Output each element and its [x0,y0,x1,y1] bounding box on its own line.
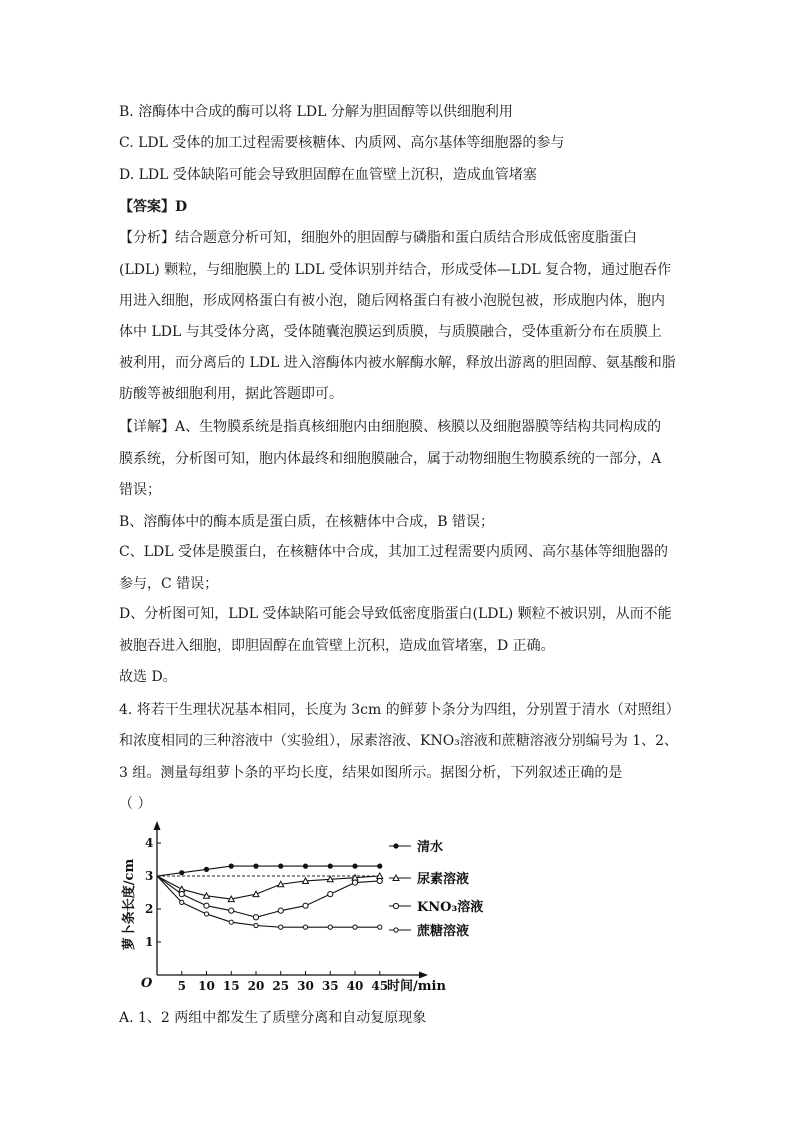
text-line: 【分析】结合题意分析可知，细胞外的胆固醇与磷脂和蛋白质结合形成低密度脂蛋白 [119,230,637,246]
data-point [254,923,258,927]
x-tick-label: 15 [222,979,240,993]
y-tick-label: 1 [145,935,154,949]
data-point [204,903,209,908]
text-line: B、溶酶体中的酶本质是蛋白质，在核糖体中合成，B 错误； [119,514,495,530]
legend-swatch-marker [393,843,398,848]
text-line: 4. 将若干生理状况基本相同，长度为 3cm 的鲜萝卜条分为四组，分别置于清水（对照组） [119,702,680,718]
text-line: 3 组。测量每组萝卜条的平均长度，结果如图所示。据图分析，下列叙述正确的是 [119,765,623,781]
text-line: 【详解】A、生物膜系统是指真核细胞内由细胞膜、核膜以及细胞器膜等结构共同构成的 [119,419,662,435]
text-line: 肪酸等被细胞利用，据此答题即可。 [119,386,343,402]
x-tick-label: 20 [247,979,265,993]
data-point [352,880,357,885]
data-point [377,878,382,883]
data-point [353,925,357,929]
y-tick-label: 4 [145,836,154,850]
text-line: D. LDL 受体缺陷可能会导致胆固醇在血管壁上沉积，造成血管堵塞 [119,167,537,183]
text-line: (LDL) 颗粒，与细胞膜上的 LDL 受体识别并结合，形成受体—LDL 复合物，通过胞吞作 [119,262,672,278]
data-point [303,903,308,908]
data-point [179,886,185,892]
data-point [229,920,233,924]
radish-length-chart [119,820,484,995]
text-line: 【答案】D [119,199,188,215]
legend-label: KNO₃溶液 [417,900,484,915]
data-point [303,864,308,869]
data-point [352,864,357,869]
y-axis-arrow [154,821,161,830]
data-point [179,870,184,875]
data-point [328,864,333,869]
x-axis-label: 时间/min [387,979,446,994]
data-point [303,925,307,929]
text-line: （ ） [119,796,152,812]
x-tick-label: 25 [272,979,290,993]
text-line: 和浓度相同的三种溶液中（实验组），尿素溶液、KNO₃溶液和蔗糖溶液分别编号为 1、2、 [119,733,679,749]
text-line: B. 溶酶体中合成的酶可以将 LDL 分解为胆固醇等以供细胞利用 [119,104,513,120]
data-point [229,864,234,869]
text-line: C. LDL 受体的加工过程需要核糖体、内质网、高尔基体等细胞器的参与 [119,135,565,151]
text-line: 错误； [119,482,161,498]
x-tick-label: 30 [297,979,314,993]
legend-swatch-marker [394,928,398,932]
legend-swatch-marker [393,903,398,908]
x-axis-arrow [419,972,428,979]
text-line: C、LDL 受体是膜蛋白，在核糖体中合成，其加工过程需要内质网、高尔基体等细胞器的 [119,544,668,560]
x-tick-label: 5 [177,979,186,993]
option-a: A. 1、2 两组中都发生了质壁分离和自动复原现象 [119,1010,427,1026]
series-line [157,876,380,899]
text-line: 用进入细胞，形成网格蛋白有被小泡，随后网格蛋白有被小泡脱包被，形成胞内体，胞内 [119,293,665,309]
y-tick-label: 2 [145,902,154,916]
data-point [180,900,184,904]
x-tick-label: 40 [346,979,364,993]
legend-label: 尿素溶液 [417,872,470,887]
data-point [279,925,283,929]
data-point [179,892,184,897]
data-point [377,864,382,869]
data-point [253,915,258,920]
data-point [328,892,333,897]
series-line [157,876,380,917]
text-line: D、分析图可知，LDL 受体缺陷可能会导致低密度脂蛋白(LDL) 颗粒不被识别，从而不能 [119,606,672,622]
text-line: 被胞吞进入细胞，即胆固醇在血管壁上沉积，造成血管堵塞，D 正确。 [119,638,555,654]
legend-label: 清水 [417,840,444,855]
data-point [229,908,234,913]
text-line: 故选 D。 [119,669,177,685]
text-line: 参与，C 错误； [119,576,219,592]
data-point [278,864,283,869]
x-tick-label: 35 [321,979,339,993]
text-line: 被利用，而分离后的 LDL 进入溶酶体内被水解酶水解，释放出游离的胆固醇、氨基酸和脂 [119,355,676,371]
data-point [278,908,283,913]
x-tick-label: 45 [371,979,389,993]
data-point [204,867,209,872]
legend-label: 蔗糖溶液 [417,924,470,939]
x-tick-label: 10 [198,979,215,993]
y-axis-label: 萝卜条长度/cm [122,858,137,951]
text-line: 体中 LDL 与其受体分离，受体随囊泡膜运到质膜，与质膜融合，受体重新分布在质膜上 [119,324,662,340]
data-point [204,912,208,916]
origin-label: O [141,976,153,991]
data-point [328,925,332,929]
text-line: 膜系统，分析图可知，胞内体最终和细胞膜融合，属于动物细胞生物膜系统的一部分，A [119,451,662,467]
series-line [157,866,380,876]
data-point [378,925,382,929]
data-point [253,864,258,869]
series-line [157,876,380,927]
y-tick-label: 3 [145,869,154,883]
